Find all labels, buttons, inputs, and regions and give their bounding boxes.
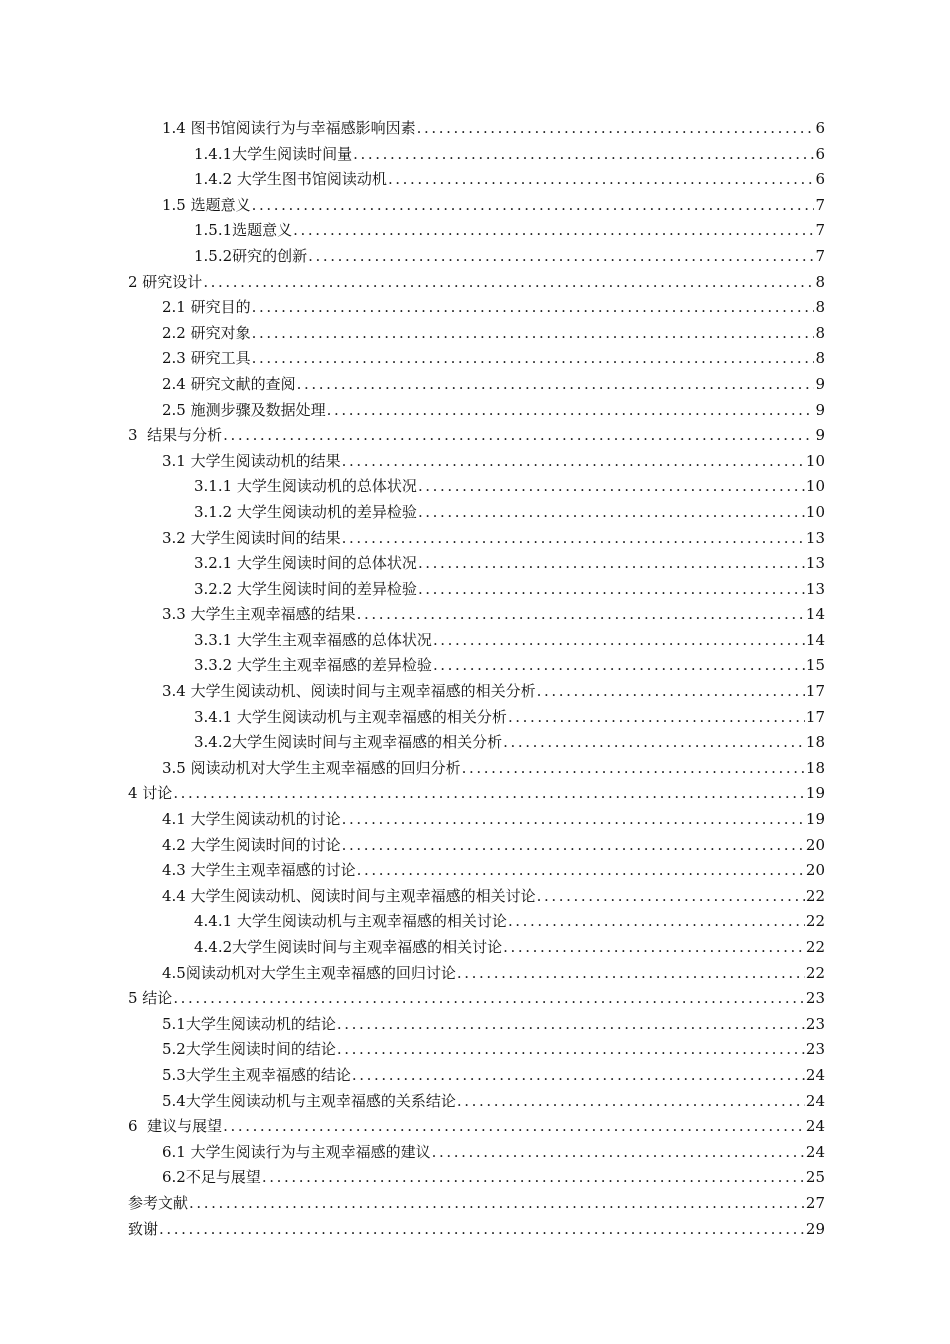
toc-entry-title: 2.4 研究文献的查阅 bbox=[162, 374, 296, 393]
toc-entry-page-number: 17 bbox=[805, 682, 825, 701]
toc-entry-title: 2 研究设计 bbox=[128, 272, 203, 291]
dot-leader bbox=[172, 781, 805, 807]
toc-entry[interactable] bbox=[128, 1089, 825, 1115]
dot-leader bbox=[341, 449, 805, 475]
dot-leader bbox=[507, 705, 805, 731]
dot-leader bbox=[502, 730, 805, 756]
toc-entry[interactable] bbox=[128, 653, 825, 679]
dot-leader bbox=[202, 270, 814, 296]
dot-leader bbox=[432, 653, 805, 679]
toc-entry-page-number: 24 bbox=[805, 1142, 825, 1161]
toc-entry-page-number: 8 bbox=[815, 298, 825, 317]
dot-leader bbox=[351, 1063, 805, 1089]
toc-entry-title: 4.5阅读动机对大学生主观幸福感的回归讨论 bbox=[162, 963, 456, 982]
toc-entry-title: 1.5.1选题意义 bbox=[194, 221, 293, 240]
toc-entry-title: 3.3.1 大学生主观幸福感的总体状况 bbox=[194, 630, 432, 649]
toc-entry-page-number: 29 bbox=[805, 1219, 825, 1238]
toc-entry-page-number: 27 bbox=[805, 1193, 825, 1212]
table-of-contents bbox=[128, 116, 825, 1242]
toc-entry-title: 4.4.2大学生阅读时间与主观幸福感的相关讨论 bbox=[194, 938, 503, 956]
toc-entry[interactable] bbox=[128, 372, 825, 398]
toc-entry-page-number: 9 bbox=[815, 426, 825, 445]
toc-entry[interactable] bbox=[128, 935, 825, 961]
toc-entry-title: 5.3大学生主观幸福感的结论 bbox=[162, 1065, 351, 1084]
toc-entry[interactable] bbox=[128, 756, 825, 782]
toc-entry-page-number: 14 bbox=[805, 605, 825, 624]
toc-entry[interactable] bbox=[128, 1037, 825, 1063]
dot-leader bbox=[251, 346, 815, 372]
toc-entry[interactable] bbox=[128, 423, 825, 449]
toc-entry[interactable] bbox=[128, 807, 825, 833]
toc-entry[interactable] bbox=[128, 398, 825, 424]
dot-leader bbox=[356, 602, 805, 628]
toc-entry-title: 6 建议与展望 bbox=[128, 1117, 223, 1136]
toc-entry[interactable] bbox=[128, 218, 825, 244]
toc-entry-page-number: 14 bbox=[805, 630, 825, 649]
toc-entry-title: 3.2.2 大学生阅读时间的差异检验 bbox=[194, 579, 417, 598]
toc-entry-page-number: 23 bbox=[805, 1040, 825, 1059]
toc-entry[interactable] bbox=[128, 909, 825, 935]
toc-entry-page-number: 19 bbox=[805, 810, 825, 829]
toc-entry[interactable] bbox=[128, 270, 825, 296]
dot-leader bbox=[456, 1089, 805, 1115]
toc-entry-page-number: 17 bbox=[805, 707, 825, 726]
toc-entry-page-number: 20 bbox=[805, 835, 825, 854]
dot-leader bbox=[417, 500, 805, 526]
toc-entry-title: 5.4大学生阅读动机与主观幸福感的关系结论 bbox=[162, 1091, 456, 1110]
toc-entry[interactable] bbox=[128, 321, 825, 347]
toc-entry[interactable] bbox=[128, 1063, 825, 1089]
toc-entry[interactable] bbox=[128, 1140, 825, 1166]
toc-entry-page-number: 18 bbox=[805, 733, 825, 752]
toc-entry-title: 1.5.2研究的创新 bbox=[194, 246, 308, 265]
toc-entry-page-number: 19 bbox=[805, 784, 825, 803]
toc-entry[interactable] bbox=[128, 679, 825, 705]
toc-entry-page-number: 10 bbox=[805, 451, 825, 470]
toc-entry-page-number: 23 bbox=[805, 989, 825, 1008]
toc-entry-title: 3.2.1 大学生阅读时间的总体状况 bbox=[194, 554, 417, 573]
toc-entry[interactable] bbox=[128, 346, 825, 372]
dot-leader bbox=[261, 1165, 805, 1191]
toc-entry-page-number: 18 bbox=[805, 758, 825, 777]
toc-entry-title: 6.2不足与展望 bbox=[162, 1168, 261, 1187]
toc-entry-page-number: 22 bbox=[805, 963, 825, 982]
dot-leader bbox=[341, 807, 805, 833]
toc-entry-page-number: 22 bbox=[805, 912, 825, 931]
dot-leader bbox=[292, 218, 814, 244]
toc-entry-page-number: 8 bbox=[815, 323, 825, 342]
dot-leader bbox=[307, 244, 814, 270]
toc-entry[interactable] bbox=[128, 295, 825, 321]
toc-entry-page-number: 10 bbox=[805, 477, 825, 496]
toc-entry-page-number: 15 bbox=[805, 656, 825, 675]
toc-entry-page-number: 13 bbox=[805, 554, 825, 573]
toc-entry-title: 2.2 研究对象 bbox=[162, 323, 251, 342]
toc-entry[interactable] bbox=[128, 1191, 825, 1217]
toc-entry-title: 1.4.1大学生阅读时间量 bbox=[194, 144, 353, 163]
dot-leader bbox=[336, 1037, 805, 1063]
toc-entry-title: 参考文献 bbox=[128, 1193, 189, 1212]
toc-entry-title: 4.4 大学生阅读动机、阅读时间与主观幸福感的相关讨论 bbox=[162, 886, 536, 905]
toc-entry-page-number: 20 bbox=[805, 861, 825, 880]
dot-leader bbox=[251, 321, 815, 347]
toc-entry-page-number: 9 bbox=[815, 374, 825, 393]
dot-leader bbox=[296, 372, 815, 398]
toc-entry-page-number: 6 bbox=[815, 144, 825, 163]
toc-entry-title: 1.5 选题意义 bbox=[162, 195, 251, 214]
toc-entry-page-number: 6 bbox=[815, 119, 825, 137]
toc-entry-title: 5.1大学生阅读动机的结论 bbox=[162, 1014, 336, 1033]
toc-entry-page-number: 24 bbox=[805, 1091, 825, 1110]
toc-entry[interactable] bbox=[128, 551, 825, 577]
toc-entry[interactable] bbox=[128, 577, 825, 603]
toc-entry[interactable] bbox=[128, 1114, 825, 1140]
dot-leader bbox=[417, 551, 805, 577]
toc-entry[interactable] bbox=[128, 193, 825, 219]
toc-entry[interactable] bbox=[128, 833, 825, 859]
toc-entry-title: 2.5 施测步骤及数据处理 bbox=[162, 400, 326, 419]
dot-leader bbox=[188, 1191, 805, 1217]
toc-entry-title: 1.4 图书馆阅读行为与幸福感影响因素 bbox=[162, 119, 416, 137]
dot-leader bbox=[417, 474, 805, 500]
toc-entry[interactable] bbox=[128, 961, 825, 987]
toc-entry-page-number: 7 bbox=[815, 195, 825, 214]
toc-entry-title: 3.3 大学生主观幸福感的结果 bbox=[162, 605, 356, 624]
toc-entry[interactable] bbox=[128, 474, 825, 500]
toc-entry[interactable] bbox=[128, 1217, 825, 1243]
toc-entry-title: 3.4 大学生阅读动机、阅读时间与主观幸福感的相关分析 bbox=[162, 682, 536, 701]
toc-entry[interactable] bbox=[128, 884, 825, 910]
dot-leader bbox=[417, 577, 805, 603]
toc-entry-title: 3 结果与分析 bbox=[128, 426, 223, 445]
dot-leader bbox=[251, 295, 815, 321]
dot-leader bbox=[222, 423, 814, 449]
toc-entry[interactable] bbox=[128, 858, 825, 884]
toc-entry-title: 3.1.2 大学生阅读动机的差异检验 bbox=[194, 502, 417, 521]
toc-entry-title: 2.1 研究目的 bbox=[162, 298, 251, 317]
toc-entry-title: 4.1 大学生阅读动机的讨论 bbox=[162, 810, 341, 829]
toc-entry-page-number: 8 bbox=[815, 349, 825, 368]
toc-entry-page-number: 10 bbox=[805, 502, 825, 521]
toc-entry[interactable] bbox=[128, 1165, 825, 1191]
dot-leader bbox=[502, 935, 805, 961]
toc-entry-title: 6.1 大学生阅读行为与主观幸福感的建议 bbox=[162, 1142, 431, 1161]
toc-entry[interactable] bbox=[128, 628, 825, 654]
dot-leader bbox=[341, 526, 805, 552]
toc-entry-title: 5.2大学生阅读时间的结论 bbox=[162, 1040, 336, 1059]
toc-entry-page-number: 22 bbox=[805, 886, 825, 905]
toc-entry[interactable] bbox=[128, 244, 825, 270]
toc-entry-page-number: 6 bbox=[815, 170, 825, 189]
dot-leader bbox=[536, 679, 805, 705]
toc-entry-title: 3.5 阅读动机对大学生主观幸福感的回归分析 bbox=[162, 758, 461, 777]
toc-entry[interactable] bbox=[128, 781, 825, 807]
toc-entry-page-number: 23 bbox=[805, 1014, 825, 1033]
toc-entry-title: 4.2 大学生阅读时间的讨论 bbox=[162, 835, 341, 854]
toc-entry-page-number: 22 bbox=[805, 938, 825, 956]
toc-entry-title: 致谢 bbox=[128, 1219, 159, 1238]
toc-entry-page-number: 7 bbox=[815, 246, 825, 265]
toc-entry-page-number: 13 bbox=[805, 528, 825, 547]
dot-leader bbox=[416, 116, 815, 142]
toc-entry-title: 3.4.2大学生阅读时间与主观幸福感的相关分析 bbox=[194, 733, 503, 752]
toc-entry-page-number: 13 bbox=[805, 579, 825, 598]
dot-leader bbox=[387, 167, 815, 193]
toc-entry-title: 4.3 大学生主观幸福感的讨论 bbox=[162, 861, 356, 880]
dot-leader bbox=[432, 628, 805, 654]
toc-entry-title: 3.1.1 大学生阅读动机的总体状况 bbox=[194, 477, 417, 496]
dot-leader bbox=[536, 884, 805, 910]
toc-entry[interactable] bbox=[128, 1012, 825, 1038]
toc-entry-page-number: 8 bbox=[815, 272, 825, 291]
toc-entry-page-number: 9 bbox=[815, 400, 825, 419]
dot-leader bbox=[456, 961, 805, 987]
dot-leader bbox=[326, 398, 815, 424]
toc-entry-title: 4 讨论 bbox=[128, 784, 173, 803]
toc-entry[interactable] bbox=[128, 986, 825, 1012]
dot-leader bbox=[352, 142, 814, 168]
toc-entry[interactable] bbox=[128, 142, 825, 168]
toc-entry-page-number: 24 bbox=[805, 1065, 825, 1084]
toc-entry[interactable] bbox=[128, 167, 825, 193]
toc-entry-title: 3.4.1 大学生阅读动机与主观幸福感的相关分析 bbox=[194, 707, 507, 726]
toc-entry[interactable] bbox=[128, 602, 825, 628]
toc-entry[interactable] bbox=[128, 449, 825, 475]
toc-entry-title: 3.3.2 大学生主观幸福感的差异检验 bbox=[194, 656, 432, 675]
toc-entry-page-number: 24 bbox=[805, 1117, 825, 1136]
toc-entry-title: 4.4.1 大学生阅读动机与主观幸福感的相关讨论 bbox=[194, 912, 507, 931]
dot-leader bbox=[461, 756, 805, 782]
toc-entry[interactable] bbox=[128, 526, 825, 552]
dot-leader bbox=[431, 1140, 805, 1166]
dot-leader bbox=[336, 1012, 805, 1038]
toc-entry[interactable] bbox=[128, 730, 825, 756]
dot-leader bbox=[158, 1217, 805, 1243]
toc-entry-page-number: 25 bbox=[805, 1168, 825, 1187]
toc-entry-title: 2.3 研究工具 bbox=[162, 349, 251, 368]
dot-leader bbox=[356, 858, 805, 884]
toc-entry[interactable] bbox=[128, 500, 825, 526]
dot-leader bbox=[222, 1114, 805, 1140]
toc-entry-title: 3.2 大学生阅读时间的结果 bbox=[162, 528, 341, 547]
toc-entry[interactable] bbox=[128, 705, 825, 731]
dot-leader bbox=[251, 193, 815, 219]
dot-leader bbox=[172, 986, 805, 1012]
toc-entry-title: 5 结论 bbox=[128, 989, 173, 1008]
toc-entry[interactable] bbox=[128, 116, 825, 142]
toc-entry-page-number: 7 bbox=[815, 221, 825, 240]
toc-entry-title: 1.4.2 大学生图书馆阅读动机 bbox=[194, 170, 387, 189]
dot-leader bbox=[341, 833, 805, 859]
dot-leader bbox=[507, 909, 805, 935]
toc-entry-title: 3.1 大学生阅读动机的结果 bbox=[162, 451, 341, 470]
